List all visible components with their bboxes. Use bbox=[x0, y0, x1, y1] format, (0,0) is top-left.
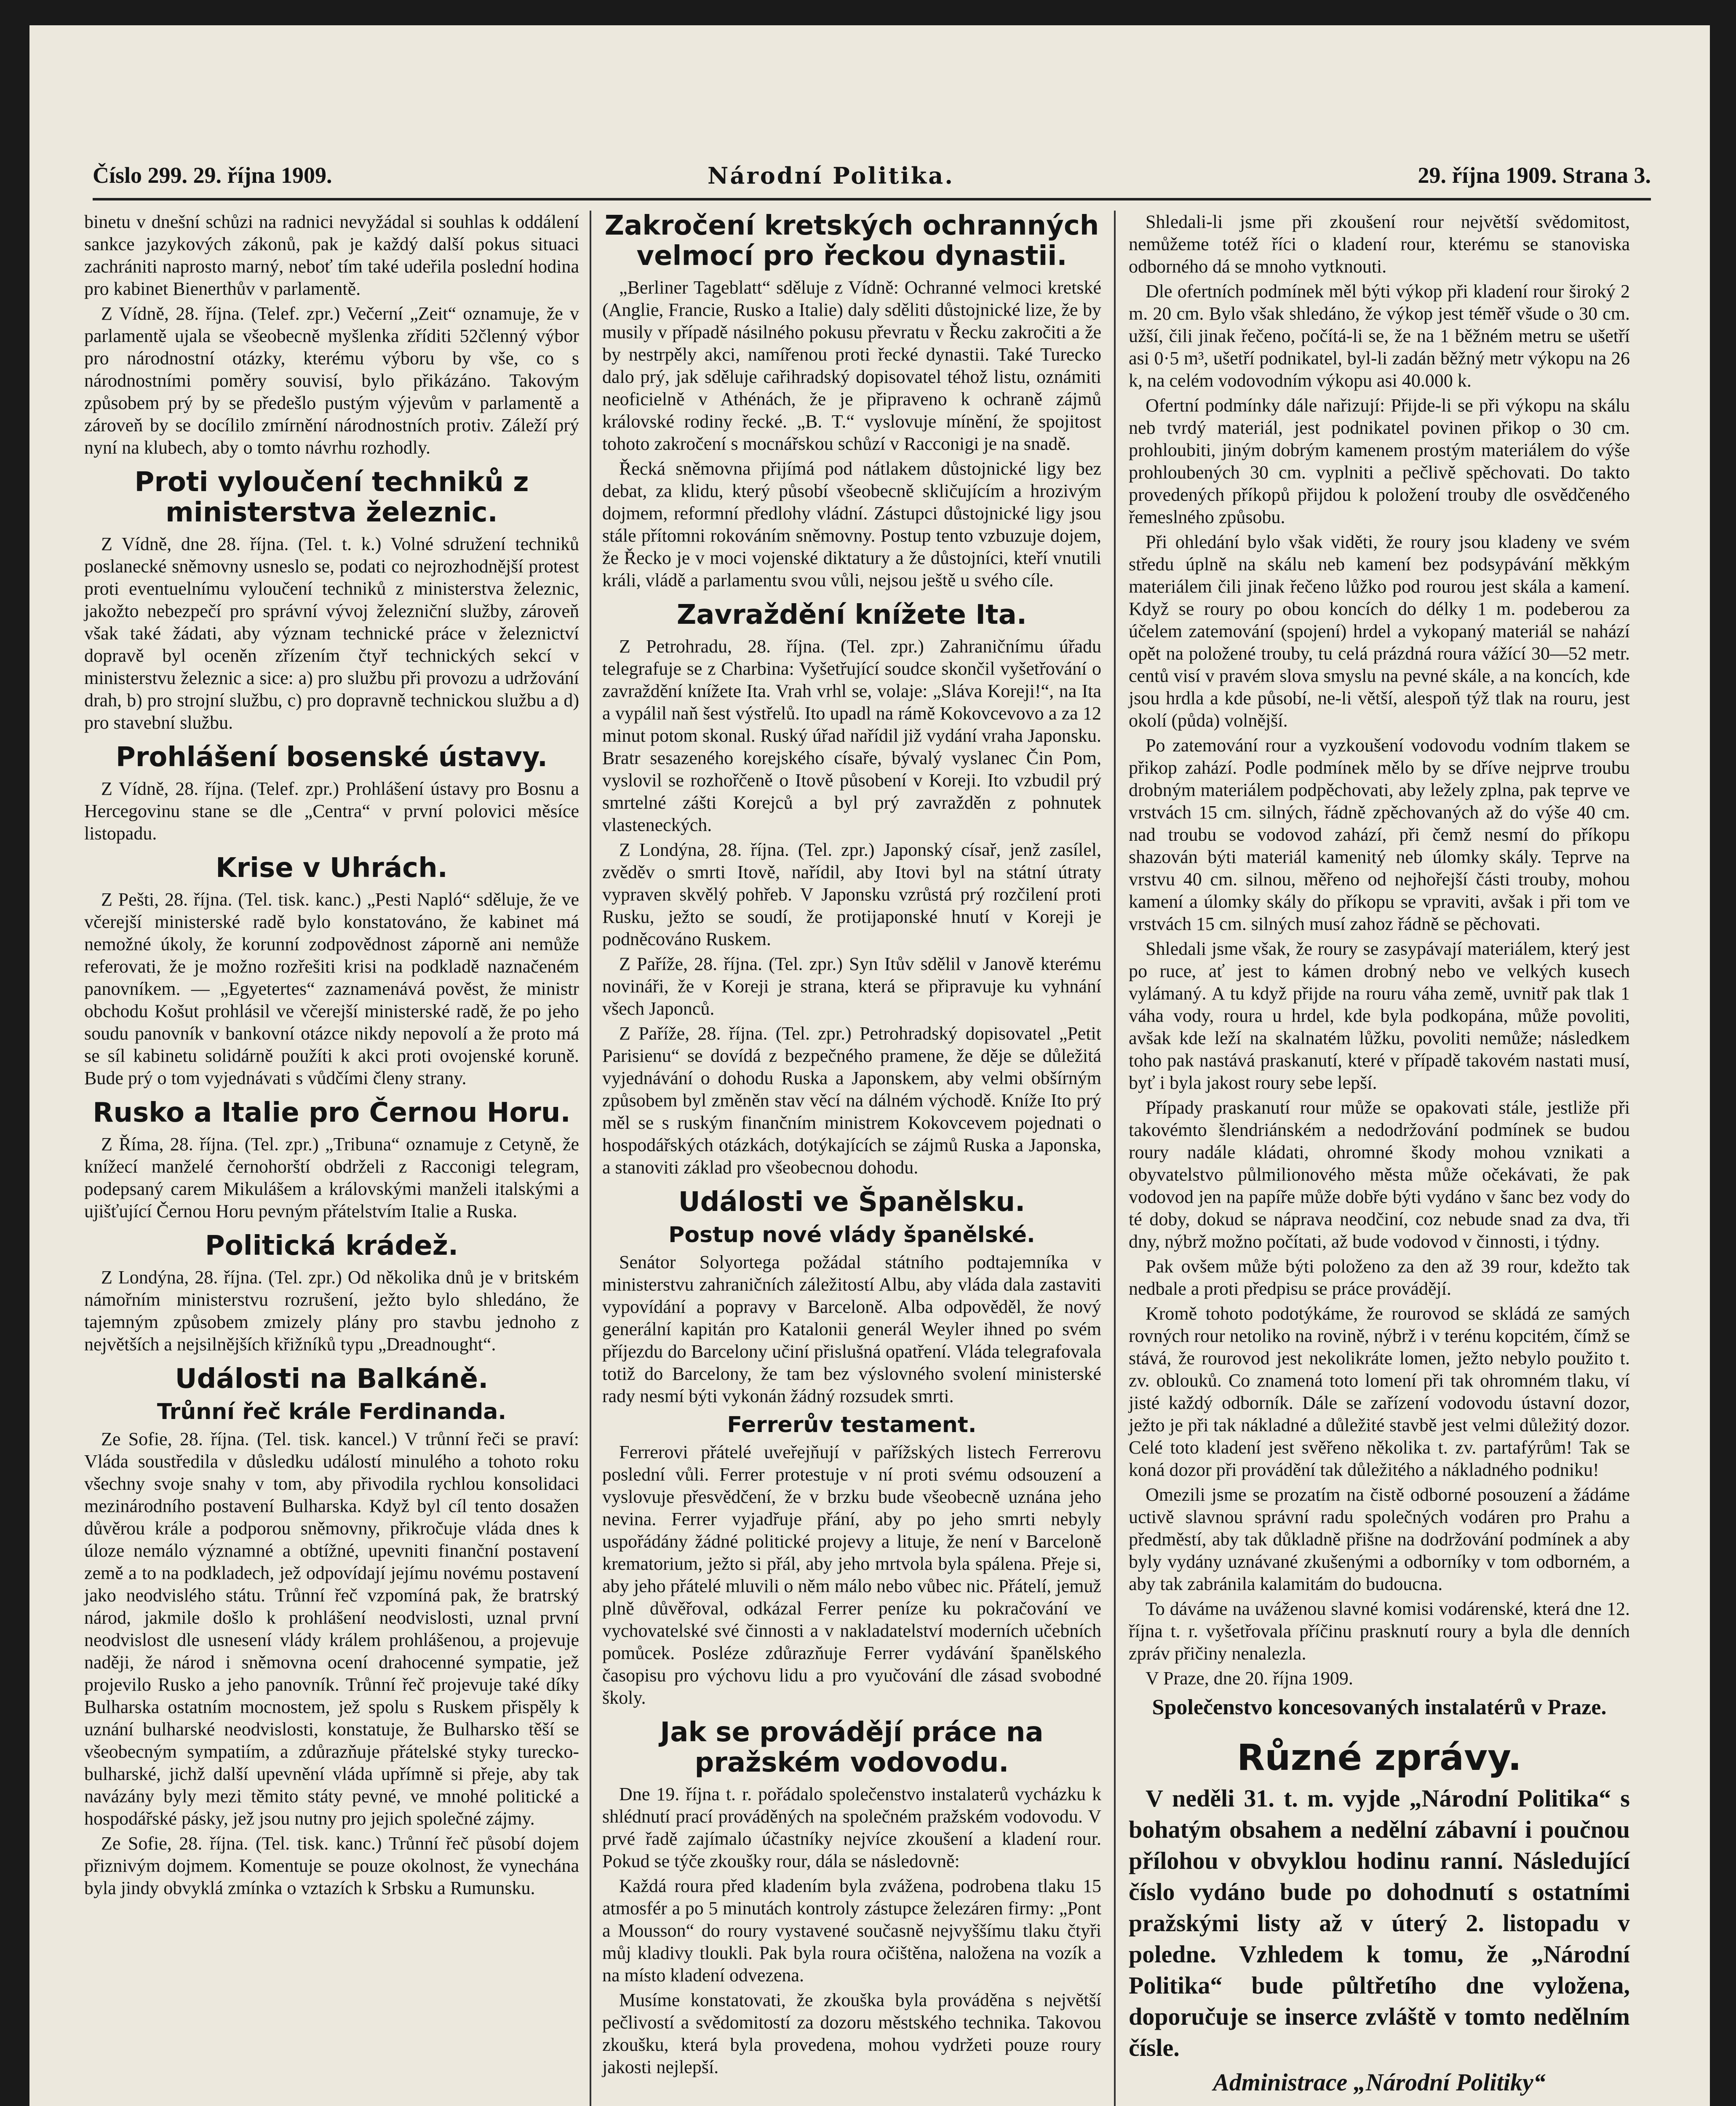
paragraph: Shledali jsme však, že roury se zasypávají materiálem, který jest po ruce, ať jest to kámen drobný nebo ve velkých kusech vylámaný. A tu když přijde na rouru váha země, uvnitř pak tlak 1 váha vody, roura u hrdel, kde byla podkopána, může povoliti, avšak kde leží na skalnatém lůžku, povoliti nemůže; následkem toho pak nastává praskanutí, které v případě takovém nastati musí, byť i byla jakost roury sebe lepší. bbox=[1129, 938, 1630, 1093]
paragraph: binetu v dnešní schůzi na radnici nevyžádal si souhlas k oddálení sankce jazykových zákonů, pak je každý další pokus situaci zachrániti naprosto marný, neboť tím také udeřila poslední hodina pro kabinet Bienerthův v parlamentě. bbox=[84, 211, 579, 299]
paragraph: Z Vídně, 28. října. (Telef. zpr.) Večerní „Zeit“ oznamuje, že v parlamentě ujala se všeobecně myšlenka zříditi 52členný výbor pro národnostní otázky, kterému výboru by vše, co s národnostními poměry souvisí, bylo přikázáno. Takovým způsobem prý by se předešlo pustým výjevům v parlamentě a zároveň by se docílilo zmírnění národnostních protiv. Záleží prý nyní na klubech, aby o tomto návrhu rozhodly. bbox=[84, 303, 579, 458]
article-heading: Jak se provádějí práce na pražském vodovodu. bbox=[660, 1717, 1044, 1778]
paragraph: Ferrerovi přátelé uveřejňují v pařížských listech Ferrerovu poslední vůli. Ferrer protestuje v ní proti svému odsouzení a vyslovuje přesvědčení, že v brzku bude všeobecně uznána jeho nevina. Ferrer vyjadřuje přání, aby po jeho smrti nebyly uspořádány žádné politické projevy a lituje, že není v Barceloně krematorium, ježto si přál, aby jeho mrtvola byla spálena. Přeje si, aby jeho přátelé mluvili o něm málo nebo vůbec nic. Přátelí, jemuž plně důvěřoval, odkázal Ferrer peníze ku pokračování ve vychovatelské své činnosti a v nakladatelství moderních učebních pomůcek. Posléze zdůrazňuje Ferrer vydávání španělského časopisu pro výchovu lidu a pro vyučování dle zásad svobodné školy. bbox=[602, 1442, 1101, 1708]
notice bbox=[1129, 1783, 1630, 2098]
header-rule bbox=[93, 198, 1651, 200]
paragraph: Z Londýna, 28. října. (Tel. zpr.) Od několika dnů je v britském námořním ministerstvu rozrušení, ježto bylo shledáno, že tajemným způsobem zmizely plány pro stavbu jednoho z největších a nejsilnějších křižníků typu „Dreadnought“. bbox=[84, 1267, 579, 1355]
newspaper-page bbox=[29, 25, 1710, 2106]
column-3 bbox=[1129, 211, 1630, 2098]
paragraph: Z Vídně, 28. října. (Telef. zpr.) Prohlášení ústavy pro Bosnu a Hercegovinu stane se dle „Centra“ v první polovici měsíce listopadu. bbox=[84, 778, 579, 844]
paragraph: Kromě tohoto podotýkáme, že rourovod se skládá ze samých rovných rour netoliko na rovině, nýbrž i v terénu kopcitém, čímž se stává, že rourovod jest nekolikráte lomen, ježto nebylo použito t. zv. oblouků. Co znamená toto lomení při tak ohromném tlaku, ví jisté každý odborník. Dále se zařízení vodovodu ústavní dozor, ježto je při tak nákladné a důležité stavbě jest velmi důležitý dozor. Celé toto kladení jest svěřeno několika t. zv. partafýrům! Tak se koná dozor při provádění tak důležitého a nákladného podniku! bbox=[1129, 1303, 1630, 1480]
notice-text: V neděli 31. t. m. vyjde „Národní Politika“ s bohatým obsahem a nedělní zábavní i poučnou přílohou v obvyklou hodinu ranní. Následující číslo vydáno bude po dohodnutí s ostatními pražskými listy až v úterý 2. listopadu v poledne. Vzhledem k tomu, že „Národní Politika“ bude půltřetího dne vyložena, doporučuje se inserce zvláště v tomto nedělním čísle. bbox=[1129, 1785, 1630, 2061]
paragraph: Ze Sofie, 28. října. (Tel. tisk. kanc.) Trůnní řeč působí dojem přiznivým dojmem. Komentuje se pouze okolnost, že vynechána byla jindy obvyklá zmínka o vztazích k Srbsku a Rumunsku. bbox=[84, 1833, 579, 1898]
paragraph: Dle ofertních podmínek měl býti výkop při kladení rour široký 2 m. 20 cm. Bylo však shledáno, že výkop jest téměř všude o 30 cm. užší, čili jinak řečeno, počítá-li se, že na 1 běžném metru se ušetří asi 0·5 m³, ušetří podnikatel, byl-li zadán běžný metr výkopu na 26 k, na celém vodovodním výkopu asi 40.000 k. bbox=[1129, 281, 1630, 391]
paragraph: Shledali-li jsme při zkoušení rour největší svědomitost, nemůžeme totéž říci o kladení rour, kterému se stanoviska odborného dá se mnoho vytknouti. bbox=[1129, 211, 1630, 277]
notice-signature: Administrace „Národní Politiky“ bbox=[1213, 2069, 1546, 2096]
article-heading: Krise v Uhrách. bbox=[216, 853, 448, 884]
paragraph: Musíme konstatovati, že zkouška byla prováděna s největší pečlivostí a svědomitostí za dozoru městského technika. Takovou zkoušku, která byla provedena, mohou vydržeti pouze roury jakosti nejlepší. bbox=[602, 1990, 1101, 2077]
signature: Společenstvo koncesovaných instalatérů v Praze. bbox=[1152, 1695, 1607, 1719]
article-heading: Proti vyloučení techniků z ministerstva železnic. bbox=[134, 467, 529, 528]
article-subheading: Ferrerův testament. bbox=[727, 1412, 977, 1438]
paragraph: Případy praskanutí rour může se opakovati stále, jestliže při takovémto šlendriánském a nedodržování podmínek se budou roury nadále kládati, ohromné škody mohou vznikati a obyvatelstvo půlmilionového města může očekávati, že pak vodovod jen na papíře může dobře býti vydáno v šanc bez vody do té doby, dokud se náprava neodčiní, coz nebude snad za dva, tři dny, nýbrž možno počítati, až bude vodovod v činnosti, i týdny. bbox=[1129, 1097, 1630, 1252]
paragraph: Z Vídně, dne 28. října. (Tel. t. k.) Volné sdružení techniků poslanecké sněmovny usneslo se, podati co nejrozhodnější protest proti eventuelnímu vyloučení techniků z ministerstva železnic, jakožto nebezpečí pro správní vývoj železniční služby, zároveň však také žádati, aby význam technické práce v železnictví dopravě byl oceněn zřízením čtyř technických sekcí v ministerstvu železnic a sice: a) pro službu při provozu a udržování drah, b) pro strojní službu, c) pro dopravně technickou službu a d) pro stavební službu. bbox=[84, 534, 579, 733]
paragraph: To dáváme na uváženou slavné komisi vodárenské, která dne 12. října t. r. vyšetřovala příčinu prasknutí roury a byla dle denních zpráv přičiny nenalezla. bbox=[1129, 1598, 1630, 1664]
paragraph: Z Pešti, 28. října. (Tel. tisk. kanc.) „Pesti Napló“ sděluje, že ve včerejší ministerské radě bylo konstatováno, že kabinet má nemožné úkoly, že korunní zodpovědnost záporně ani nemůže referovati, že je možno rozřešiti krisi na podkladě naznačeném panovníkem. — „Egyetertes“ zaznamenává pověst, že ministr obchodu Košut prohlásil ve včerejší ministerské radě, že po jeho soudu panovník v bankovní otázce nikdy nepovolí a že proto má se síl kabinetu solidárně použíti k akci proti ovojenské koruně. Bude prý o tom vyjednávati s vůdčími členy strany. bbox=[84, 889, 579, 1088]
paragraph: Po zatemování rour a vyzkoušení vodovodu vodním tlakem se přikop zahází. Podle podmínek mělo by se dříve nejprve troubu drobným materiálem podpěchovati, aby ležely zplna, pak teprve ve vrstvách 15 cm. silných, řádně zpěchovaných až do výše 40 cm. nad troubu se vodovod zahází, při čemž nesmí do příkopu shazován býti materiál kamenitý neb úlomky skály. Teprve na vrstvu 40 cm. silnou, měřeno od nejhořejší části trouby, mohou kamení a úlomky skály do příkopu se vpraviti, avšak i při tom ve vrstvách 15 cm. silných musí zahoz řádně se pěchovati. bbox=[1129, 735, 1630, 934]
article-heading: Politická krádež. bbox=[205, 1230, 459, 1261]
column-2 bbox=[602, 211, 1101, 2081]
paragraph: Pak ovšem může býti položeno za den až 39 rour, kdežto tak nedbale a proti předpisu se práce provádějí. bbox=[1129, 1256, 1630, 1299]
issue-info: Číslo 299. 29. října 1909. bbox=[93, 163, 332, 188]
article-heading: Prohlášení bosenské ústavy. bbox=[115, 742, 548, 773]
article-subheading: Trůnní řeč krále Ferdinanda. bbox=[157, 1399, 507, 1424]
article-heading: Rusko a Italie pro Černou Horu. bbox=[93, 1097, 571, 1128]
paragraph: Omezili jsme se prozatím na čistě odborné posouzení a žádáme uctivě slavnou správní radu společných vodáren pro Prahu a předměstí, aby tak důkladně přišne na dodržování podmínek a aby byly vydány uznávané zkušenými a odborníky v tom odborném, a aby tak zabránila kalamitám do budoucna. bbox=[1129, 1484, 1630, 1594]
dateline: V Praze, dne 20. října 1909. bbox=[1146, 1668, 1353, 1689]
column-divider bbox=[590, 211, 591, 2106]
paragraph: Senátor Solyortega požádal státního podtajemníka v ministerstvu zahraničních záležitostí Albu, aby vláda dala zastaviti vypovídání a popravy v Barceloně. Alba odpověděl, že nový generální kapitán pro Katalonii generál Weyler ihned po svém příjezdu do Barcelony učiní přislušná opatření. Vláda telegrafovala totiž do Barcelony, že tam bez výslovného svolení ministerské rady nesmí býti vykonán žádný rozsudek smrti. bbox=[602, 1252, 1101, 1406]
paragraph: Z Paříže, 28. října. (Tel. zpr.) Syn Itův sdělil v Janově kterému novináři, že v Koreji je strana, která se připravuje ku vyhnání všech Japonců. bbox=[602, 954, 1101, 1019]
article-heading: Události ve Španělsku. bbox=[678, 1187, 1026, 1218]
paragraph: Z Říma, 28. října. (Tel. zpr.) „Tribuna“ oznamuje z Cetyně, že knížecí manželé černohorští obdrželi z Racconigi telegram, podepsaný carem Mikulášem a královskými manželi italskými a ujišťující Černou Horu pevným přátelstvím Italie a Ruska. bbox=[84, 1134, 579, 1221]
paragraph: Každá roura před kladením byla zvážena, podrobena tlaku 15 atmosfér a po 5 minutách kontroly zástupce železáren firmy: „Pont a Mousson“ do roury vystavené současně nejvyššímu tlaku čtyři můj kladivy tloukli. Pak byla roura očištěna, naložena na vozík a na místo kladení odvezena. bbox=[602, 1876, 1101, 1986]
paragraph: Ze Sofie, 28. října. (Tel. tisk. kancel.) V trůnní řeči se praví: Vláda soustředila v důsledku událostí minulého a tohoto roku všechny svoje snahy v tom, aby přivodila rychlou konsolidaci mezinárodního postavení Bulharska. Když byl cíl tento dosažen důvěrou krále a podporou sněmovny, přikročuje vláda dnes k úloze nemálo významné a obtížné, upevniti finanční postavení země a to na podkladech, jež odpovídají jejímu novému postavení jako neodvislého státu. Trůnní řeč vzpomíná pak, že bratrský národ, jakmile došlo k prohlášení neodvislosti, uznal první neodvislost dle usnesení vlády králem prohlášenou, a projevuje naději, že národ i sněmovna ocení drahocenné sympatie, jež projevilo Rusko a jeho panovník. Trůnní řeč projevuje také díky Bulharska ostatním mocnostem, jež spolu s Ruskem přispěly k uznání bulharské neodvislosti, konstatuje, že Bulharsko těší se všeobecným sympatiím, a zdůrazňuje přátelské styky turecko-bulharské, jichž další upevnění vláda upřímně si přeje, aby tak navázány byly mezi těmito státy pevné, ve mnohé politické a hospodářské pásky, jež jsou nutny pro jejich společné zájmy. bbox=[84, 1429, 579, 1829]
paragraph: „Berliner Tageblatt“ sděluje z Vídně: Ochranné velmoci kretské (Anglie, Francie, Rusko a Italie) daly sděliti důstojnické lize, že by musily v případě násilného pokusu převratu v Řecku zakročiti a že by nestrpěly akci, namířenou proti řecké dynastii. Také Turecko dalo prý, jak sděluje cařihradský dopisovatel téhož listu, oznámiti neoficielně v Athénách, že je připraveno k ochraně zájmů královské rodiny řecké. „B. T.“ vyslovuje mínění, že spojitost tohoto zakročení s mocnářskou schůzí v Racconigi je na snadě. bbox=[602, 277, 1101, 454]
article-heading: Zavraždění knížete Ita. bbox=[676, 599, 1027, 631]
paragraph: Z Londýna, 28. října. (Tel. zpr.) Japonský císař, jenž zasílel, zvěděv o smrti Itově, nařídil, aby Itovi byl na státní útraty vypraven skvělý pohřeb. V Japonsku vzrůstá prý rozčilení proti Rusku, ježto se soudí, že protijaponské hnutí v Koreji je podněcováno Ruskem. bbox=[602, 839, 1101, 949]
page-info: 29. října 1909. Strana 3. bbox=[1418, 163, 1651, 188]
paragraph: Při ohledání bylo však viděti, že roury jsou kladeny ve svém středu úplně na skálu neb kamení bez podsypávání měkkým materiálem čili jinak řečeno lůžko pod rourou jest skála a kamení. Když se roury po obou koncích do délky 1 m. podeberou za účelem zatemování (spojení) hrdel a vykopaný materiál se nahází opět na položené trouby, tu celá prázdná roura vážící 30—52 metr. centů visí v pravém slova smyslu na pevné skále, a na koncích, kde jsou hrdla a kde působí, ne-li větší, alespoň týž tlak na rouru, jest okolí (půda) volnější. bbox=[1129, 532, 1630, 731]
paragraph: Řecká sněmovna přijímá pod nátlakem důstojnické ligy bez debat, za klidu, který působí všeobecně skličujícím a hrozivým dojmem, reformní předlohy vládní. Zástupci důstojnické ligy jsou stále přítomni rokováním sněmovny. Postup tento vzbuzuje dojem, že Řecko je v moci vojenské diktatury a že důstojníci, kteří vnutili králi, vládě a parlamentu svou vůli, nejsou ještě u svého cíle. bbox=[602, 458, 1101, 591]
column-divider bbox=[1114, 211, 1116, 2106]
article-heading: Zakročení kretských ochranných velmocí pro řeckou dynastii. bbox=[604, 210, 1099, 272]
masthead bbox=[93, 162, 1651, 196]
column-1 bbox=[84, 211, 579, 1902]
paragraph: Dne 19. října t. r. pořádalo společenstvo instalaterů vycházku k shlédnutí prací prováděných na společném pražském vodovodu. V prvé řadě zajímalo účastníky nejvíce zkoušení a kladení rour. Pokud se týče zkoušky rour, dála se následovně: bbox=[602, 1784, 1101, 1871]
paragraph: Ofertní podmínky dále nařizují: Přijde-li se při výkopu na skálu neb tvrdý materiál, jest podnikatel povinen přikop o 30 cm. prohloubiti, jiným dobrým kamenem prostým materiálem do výše prohloubených 30 cm. vyplniti a pečlivě spěchovati. Do takto provedených příkopů přijdou k položení trouby dle osvědčeného řemeslného způsobu. bbox=[1129, 395, 1630, 527]
paragraph: Z Paříže, 28. října. (Tel. zpr.) Petrohradský dopisovatel „Petit Parisienu“ se dovídá z bezpečného pramene, že děje se důležitá vyjednávání o dohodu Ruska a Japonskem, aby velmi obšírným způsobem byl změněn stav věcí na dálném východě. Kníže Ito prý měl se s ruským finančním ministrem Kokovcevem pojednati o hospodářských otázkách, dotýkajících se zájmů Ruska a Japonska, a stanoviti základ pro všeobecnou dohodu. bbox=[602, 1023, 1101, 1178]
paragraph: Z Petrohradu, 28. října. (Tel. zpr.) Zahraničnímu úřadu telegrafuje se z Charbina: Vyšetřující soudce skončil vyšetřování o zavraždění knížete Ita. Vrah vrhl se, volaje: „Sláva Koreji!“, na Ita a vypálil naň šest výstřelů. Ito upadl na rámě Kokovcevovo a za 12 minut potom skonal. Ruský úřad nařídil již vydání vraha Japonsku. Bratr sesazeného korejského císaře, bývalý vyslanec Čin Pom, vyslovil se rozhořčeně o Itově působení v Koreji. Ito vzbudil prý smrtelné zášti Korejců a byl prý zavražděn z pohnutek vlasteneckých. bbox=[602, 636, 1101, 835]
article-subheading: Postup nové vlády španělské. bbox=[668, 1222, 1035, 1248]
article-heading: Události na Balkáně. bbox=[175, 1363, 489, 1395]
section-heading: Různé zprávy. bbox=[1237, 1737, 1522, 1779]
newspaper-title: Národní Politika. bbox=[708, 162, 955, 189]
